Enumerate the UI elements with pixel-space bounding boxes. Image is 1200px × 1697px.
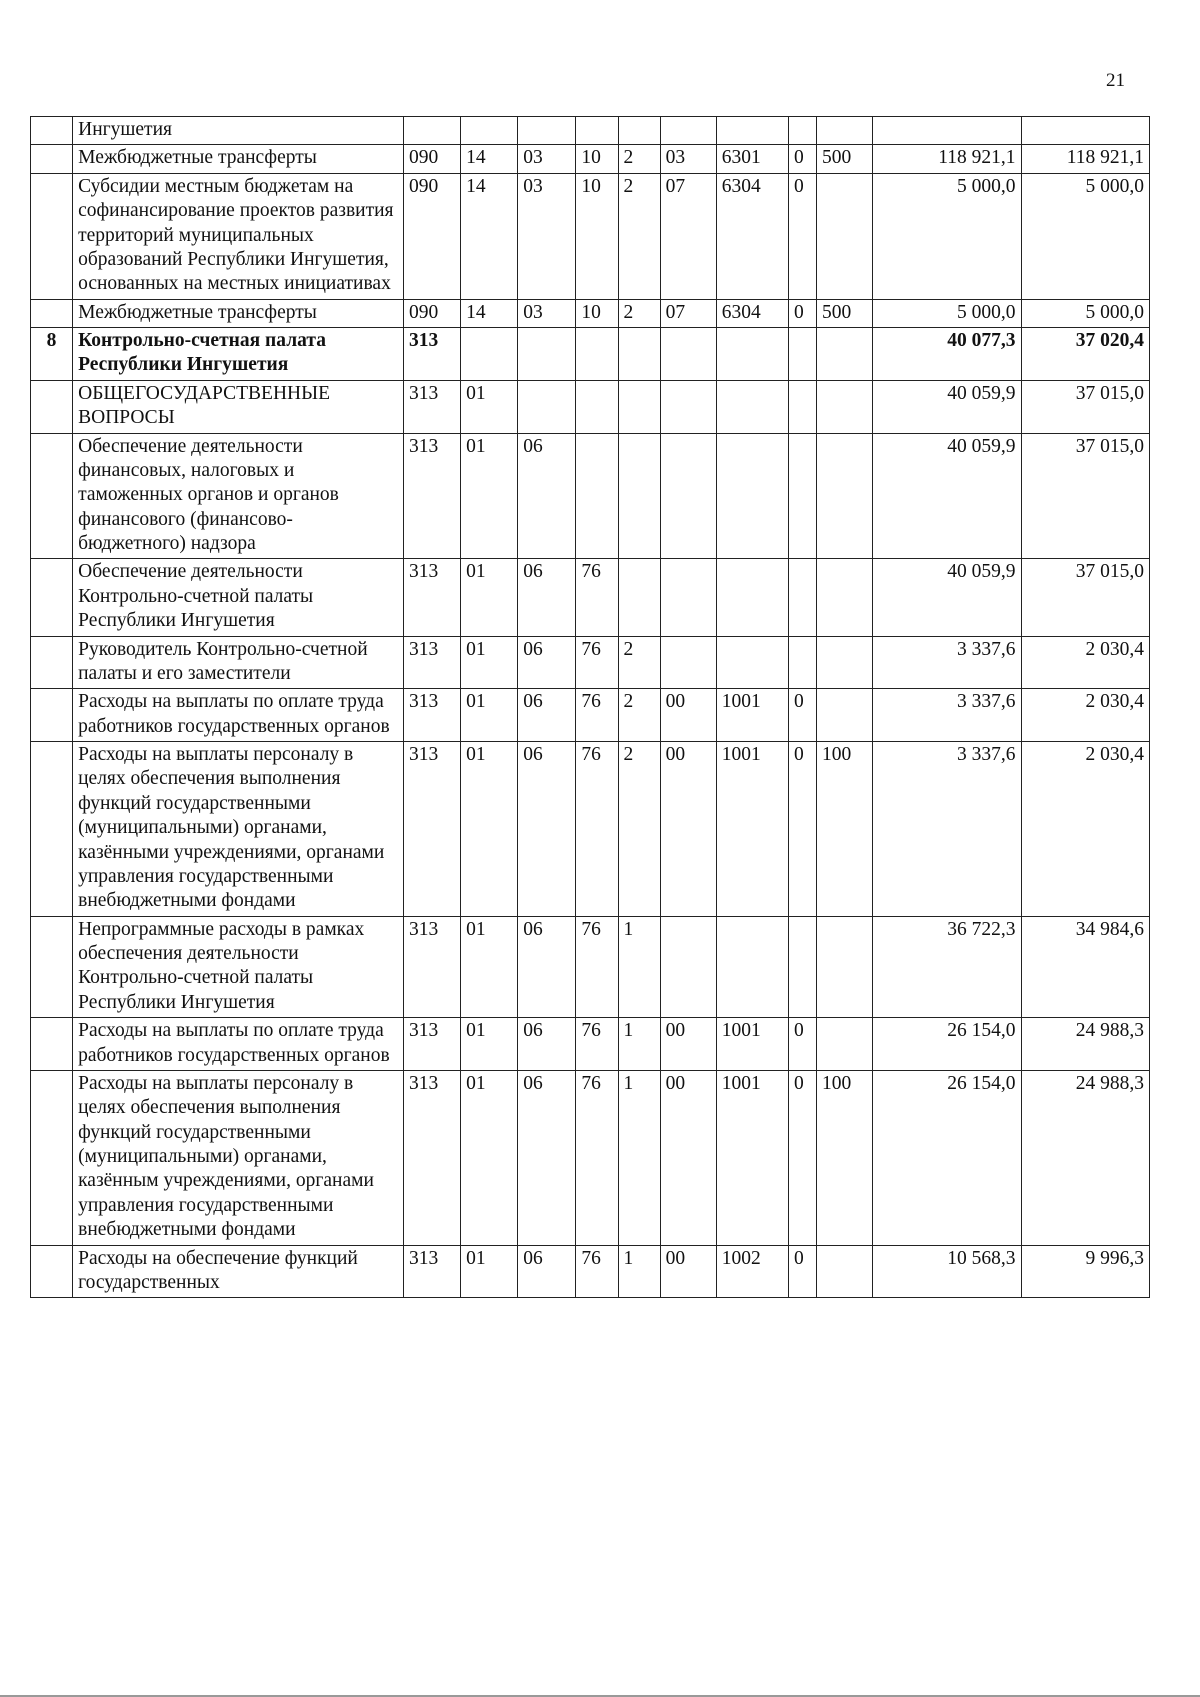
amount-cell-2: 37 015,0 — [1021, 380, 1149, 433]
subprogram-code-cell: 2 — [618, 742, 660, 917]
table-row — [31, 916, 1150, 1018]
direction-code-cell: 1001 — [716, 1070, 788, 1245]
ministry-code-cell: 313 — [403, 1070, 460, 1245]
subprogram-code-cell: 2 — [618, 689, 660, 742]
expense-type-cell — [817, 1018, 873, 1071]
ministry-code-cell: 313 — [403, 742, 460, 917]
ministry-code-cell: 090 — [403, 145, 460, 173]
item-name-cell: Контрольно-счетная палата Республики Ингушетия — [73, 328, 404, 381]
amount-cell-1: 5 000,0 — [873, 173, 1021, 299]
amount-cell-2 — [1021, 117, 1149, 145]
table-row — [31, 380, 1150, 433]
program-code-cell: 76 — [576, 559, 618, 636]
table-row — [31, 559, 1150, 636]
table-row — [31, 299, 1150, 327]
amount-cell-1: 26 154,0 — [873, 1018, 1021, 1071]
page-number: 21 — [1106, 70, 1125, 91]
program-code-cell: 76 — [576, 1245, 618, 1298]
extra-code-cell: 0 — [788, 145, 816, 173]
program-code-cell: 76 — [576, 1070, 618, 1245]
section-code-cell: 01 — [461, 433, 518, 559]
amount-cell-1: 26 154,0 — [873, 1070, 1021, 1245]
extra-code-cell: 0 — [788, 689, 816, 742]
row-number-cell — [31, 299, 73, 327]
extra-code-cell: 0 — [788, 1018, 816, 1071]
amount-cell-2: 34 984,6 — [1021, 916, 1149, 1018]
expense-type-cell — [817, 1245, 873, 1298]
item-name-cell: Расходы на выплаты по оплате труда работников государственных органов — [73, 689, 404, 742]
table-row — [31, 1070, 1150, 1245]
ministry-code-cell — [403, 117, 460, 145]
subprogram-code-cell: 1 — [618, 1070, 660, 1245]
expense-type-cell — [817, 328, 873, 381]
direction-code-cell: 1002 — [716, 1245, 788, 1298]
event-code-cell: 00 — [660, 1070, 716, 1245]
table-body — [31, 117, 1150, 1298]
event-code-cell: 07 — [660, 173, 716, 299]
direction-code-cell — [716, 636, 788, 689]
section-code-cell: 14 — [461, 145, 518, 173]
item-name-cell: ОБЩЕГОСУДАРСТВЕННЫЕ ВОПРОСЫ — [73, 380, 404, 433]
subprogram-code-cell — [618, 559, 660, 636]
table-row — [31, 636, 1150, 689]
item-name-cell: Ингушетия — [73, 117, 404, 145]
amount-cell-1: 40 059,9 — [873, 380, 1021, 433]
ministry-code-cell: 313 — [403, 916, 460, 1018]
amount-cell-2: 24 988,3 — [1021, 1018, 1149, 1071]
event-code-cell — [660, 916, 716, 1018]
section-code-cell — [461, 117, 518, 145]
amount-cell-1: 36 722,3 — [873, 916, 1021, 1018]
direction-code-cell — [716, 559, 788, 636]
program-code-cell — [576, 117, 618, 145]
extra-code-cell — [788, 559, 816, 636]
program-code-cell: 76 — [576, 916, 618, 1018]
amount-cell-2: 5 000,0 — [1021, 299, 1149, 327]
section-code-cell: 01 — [461, 1070, 518, 1245]
amount-cell-2: 9 996,3 — [1021, 1245, 1149, 1298]
extra-code-cell — [788, 433, 816, 559]
amount-cell-2: 37 020,4 — [1021, 328, 1149, 381]
section-code-cell: 01 — [461, 636, 518, 689]
program-code-cell: 76 — [576, 636, 618, 689]
direction-code-cell — [716, 328, 788, 381]
ministry-code-cell: 313 — [403, 433, 460, 559]
item-name-cell: Руководитель Контрольно-счетной палаты и его заместители — [73, 636, 404, 689]
subprogram-code-cell — [618, 117, 660, 145]
ministry-code-cell: 313 — [403, 380, 460, 433]
section-code-cell: 01 — [461, 742, 518, 917]
section-code-cell: 01 — [461, 689, 518, 742]
subsection-code-cell: 03 — [518, 145, 576, 173]
direction-code-cell — [716, 380, 788, 433]
amount-cell-2: 24 988,3 — [1021, 1070, 1149, 1245]
item-name-cell: Обеспечение деятельности финансовых, налоговых и таможенных органов и органов финансового (финансово-бюджетного) надзора — [73, 433, 404, 559]
expense-type-cell — [817, 380, 873, 433]
subsection-code-cell — [518, 380, 576, 433]
subsection-code-cell: 03 — [518, 299, 576, 327]
event-code-cell: 00 — [660, 689, 716, 742]
subsection-code-cell — [518, 328, 576, 381]
subsection-code-cell: 06 — [518, 636, 576, 689]
subsection-code-cell: 06 — [518, 916, 576, 1018]
table-row — [31, 433, 1150, 559]
expense-type-cell: 100 — [817, 1070, 873, 1245]
subsection-code-cell — [518, 117, 576, 145]
extra-code-cell: 0 — [788, 173, 816, 299]
row-number-cell — [31, 1018, 73, 1071]
program-code-cell: 76 — [576, 742, 618, 917]
row-number-cell — [31, 380, 73, 433]
event-code-cell — [660, 328, 716, 381]
program-code-cell: 10 — [576, 173, 618, 299]
row-number-cell — [31, 1070, 73, 1245]
table-row — [31, 689, 1150, 742]
budget-table — [30, 116, 1150, 1298]
expense-type-cell — [817, 117, 873, 145]
subsection-code-cell: 06 — [518, 1245, 576, 1298]
section-code-cell: 14 — [461, 173, 518, 299]
extra-code-cell — [788, 636, 816, 689]
event-code-cell: 03 — [660, 145, 716, 173]
section-code-cell: 01 — [461, 559, 518, 636]
amount-cell-2: 2 030,4 — [1021, 689, 1149, 742]
direction-code-cell: 6304 — [716, 173, 788, 299]
table-row — [31, 1245, 1150, 1298]
amount-cell-1: 118 921,1 — [873, 145, 1021, 173]
amount-cell-2: 2 030,4 — [1021, 742, 1149, 917]
subprogram-code-cell — [618, 328, 660, 381]
amount-cell-1: 3 337,6 — [873, 742, 1021, 917]
expense-type-cell — [817, 559, 873, 636]
amount-cell-1: 3 337,6 — [873, 636, 1021, 689]
subsection-code-cell: 06 — [518, 689, 576, 742]
table-row — [31, 173, 1150, 299]
subprogram-code-cell — [618, 380, 660, 433]
ministry-code-cell: 090 — [403, 173, 460, 299]
ministry-code-cell: 090 — [403, 299, 460, 327]
expense-type-cell — [817, 173, 873, 299]
section-code-cell: 01 — [461, 1245, 518, 1298]
ministry-code-cell: 313 — [403, 559, 460, 636]
direction-code-cell: 1001 — [716, 689, 788, 742]
ministry-code-cell: 313 — [403, 328, 460, 381]
event-code-cell — [660, 380, 716, 433]
section-code-cell: 01 — [461, 916, 518, 1018]
subsection-code-cell: 06 — [518, 742, 576, 917]
subsection-code-cell: 03 — [518, 173, 576, 299]
extra-code-cell: 0 — [788, 742, 816, 917]
amount-cell-2: 5 000,0 — [1021, 173, 1149, 299]
row-number-cell — [31, 636, 73, 689]
amount-cell-2: 118 921,1 — [1021, 145, 1149, 173]
item-name-cell: Межбюджетные трансферты — [73, 299, 404, 327]
amount-cell-1: 5 000,0 — [873, 299, 1021, 327]
subprogram-code-cell — [618, 433, 660, 559]
row-number-cell — [31, 433, 73, 559]
section-code-cell: 14 — [461, 299, 518, 327]
amount-cell-1: 40 077,3 — [873, 328, 1021, 381]
program-code-cell: 10 — [576, 145, 618, 173]
event-code-cell: 00 — [660, 1018, 716, 1071]
row-number-cell — [31, 742, 73, 917]
extra-code-cell: 0 — [788, 299, 816, 327]
expense-type-cell — [817, 636, 873, 689]
subsection-code-cell: 06 — [518, 433, 576, 559]
expense-type-cell — [817, 433, 873, 559]
subprogram-code-cell: 1 — [618, 1018, 660, 1071]
program-code-cell — [576, 328, 618, 381]
direction-code-cell — [716, 117, 788, 145]
event-code-cell — [660, 559, 716, 636]
ministry-code-cell: 313 — [403, 636, 460, 689]
program-code-cell: 76 — [576, 1018, 618, 1071]
direction-code-cell — [716, 916, 788, 1018]
item-name-cell: Межбюджетные трансферты — [73, 145, 404, 173]
amount-cell-1: 10 568,3 — [873, 1245, 1021, 1298]
subprogram-code-cell: 2 — [618, 173, 660, 299]
ministry-code-cell: 313 — [403, 1018, 460, 1071]
row-number-cell — [31, 916, 73, 1018]
subprogram-code-cell: 2 — [618, 299, 660, 327]
program-code-cell: 76 — [576, 689, 618, 742]
row-number-cell — [31, 1245, 73, 1298]
event-code-cell: 00 — [660, 742, 716, 917]
subprogram-code-cell: 2 — [618, 145, 660, 173]
extra-code-cell — [788, 916, 816, 1018]
expense-type-cell — [817, 916, 873, 1018]
item-name-cell: Субсидии местным бюджетам на софинансирование проектов развития территорий муниципальных образований Республики Ингушетия, основанных на местных инициативах — [73, 173, 404, 299]
program-code-cell — [576, 433, 618, 559]
section-code-cell — [461, 328, 518, 381]
program-code-cell: 10 — [576, 299, 618, 327]
expense-type-cell: 500 — [817, 299, 873, 327]
direction-code-cell: 1001 — [716, 742, 788, 917]
item-name-cell: Обеспечение деятельности Контрольно-счетной палаты Республики Ингушетия — [73, 559, 404, 636]
item-name-cell: Расходы на обеспечение функций государственных — [73, 1245, 404, 1298]
ministry-code-cell: 313 — [403, 689, 460, 742]
direction-code-cell — [716, 433, 788, 559]
program-code-cell — [576, 380, 618, 433]
event-code-cell — [660, 636, 716, 689]
amount-cell-1 — [873, 117, 1021, 145]
item-name-cell: Непрограммные расходы в рамках обеспечения деятельности Контрольно-счетной палаты Республики Ингушетия — [73, 916, 404, 1018]
table-row — [31, 117, 1150, 145]
item-name-cell: Расходы на выплаты персоналу в целях обеспечения выполнения функций государственными (муниципальными) органами, казёнными учреждениями, органами управления государственными внебюджетными фондами — [73, 742, 404, 917]
amount-cell-2: 37 015,0 — [1021, 433, 1149, 559]
direction-code-cell: 1001 — [716, 1018, 788, 1071]
amount-cell-1: 3 337,6 — [873, 689, 1021, 742]
extra-code-cell — [788, 380, 816, 433]
item-name-cell: Расходы на выплаты персоналу в целях обеспечения выполнения функций государственными (муниципальными) органами, казённым учреждениями, органами управления государственными внебюджетными фондами — [73, 1070, 404, 1245]
direction-code-cell: 6304 — [716, 299, 788, 327]
table-row — [31, 1018, 1150, 1071]
table-row — [31, 328, 1150, 381]
row-number-cell — [31, 145, 73, 173]
extra-code-cell: 0 — [788, 1245, 816, 1298]
row-number-cell: 8 — [31, 328, 73, 381]
item-name-cell: Расходы на выплаты по оплате труда работников государственных органов — [73, 1018, 404, 1071]
row-number-cell — [31, 173, 73, 299]
amount-cell-2: 37 015,0 — [1021, 559, 1149, 636]
event-code-cell — [660, 433, 716, 559]
table-row — [31, 742, 1150, 917]
event-code-cell: 07 — [660, 299, 716, 327]
expense-type-cell: 500 — [817, 145, 873, 173]
section-code-cell: 01 — [461, 1018, 518, 1071]
expense-type-cell: 100 — [817, 742, 873, 917]
subprogram-code-cell: 1 — [618, 916, 660, 1018]
extra-code-cell — [788, 117, 816, 145]
row-number-cell — [31, 117, 73, 145]
table-row — [31, 145, 1150, 173]
subprogram-code-cell: 2 — [618, 636, 660, 689]
ministry-code-cell: 313 — [403, 1245, 460, 1298]
subprogram-code-cell: 1 — [618, 1245, 660, 1298]
extra-code-cell — [788, 328, 816, 381]
event-code-cell: 00 — [660, 1245, 716, 1298]
subsection-code-cell: 06 — [518, 559, 576, 636]
extra-code-cell: 0 — [788, 1070, 816, 1245]
row-number-cell — [31, 689, 73, 742]
amount-cell-1: 40 059,9 — [873, 559, 1021, 636]
amount-cell-1: 40 059,9 — [873, 433, 1021, 559]
expense-type-cell — [817, 689, 873, 742]
subsection-code-cell: 06 — [518, 1070, 576, 1245]
amount-cell-2: 2 030,4 — [1021, 636, 1149, 689]
event-code-cell — [660, 117, 716, 145]
row-number-cell — [31, 559, 73, 636]
subsection-code-cell: 06 — [518, 1018, 576, 1071]
section-code-cell: 01 — [461, 380, 518, 433]
direction-code-cell: 6301 — [716, 145, 788, 173]
